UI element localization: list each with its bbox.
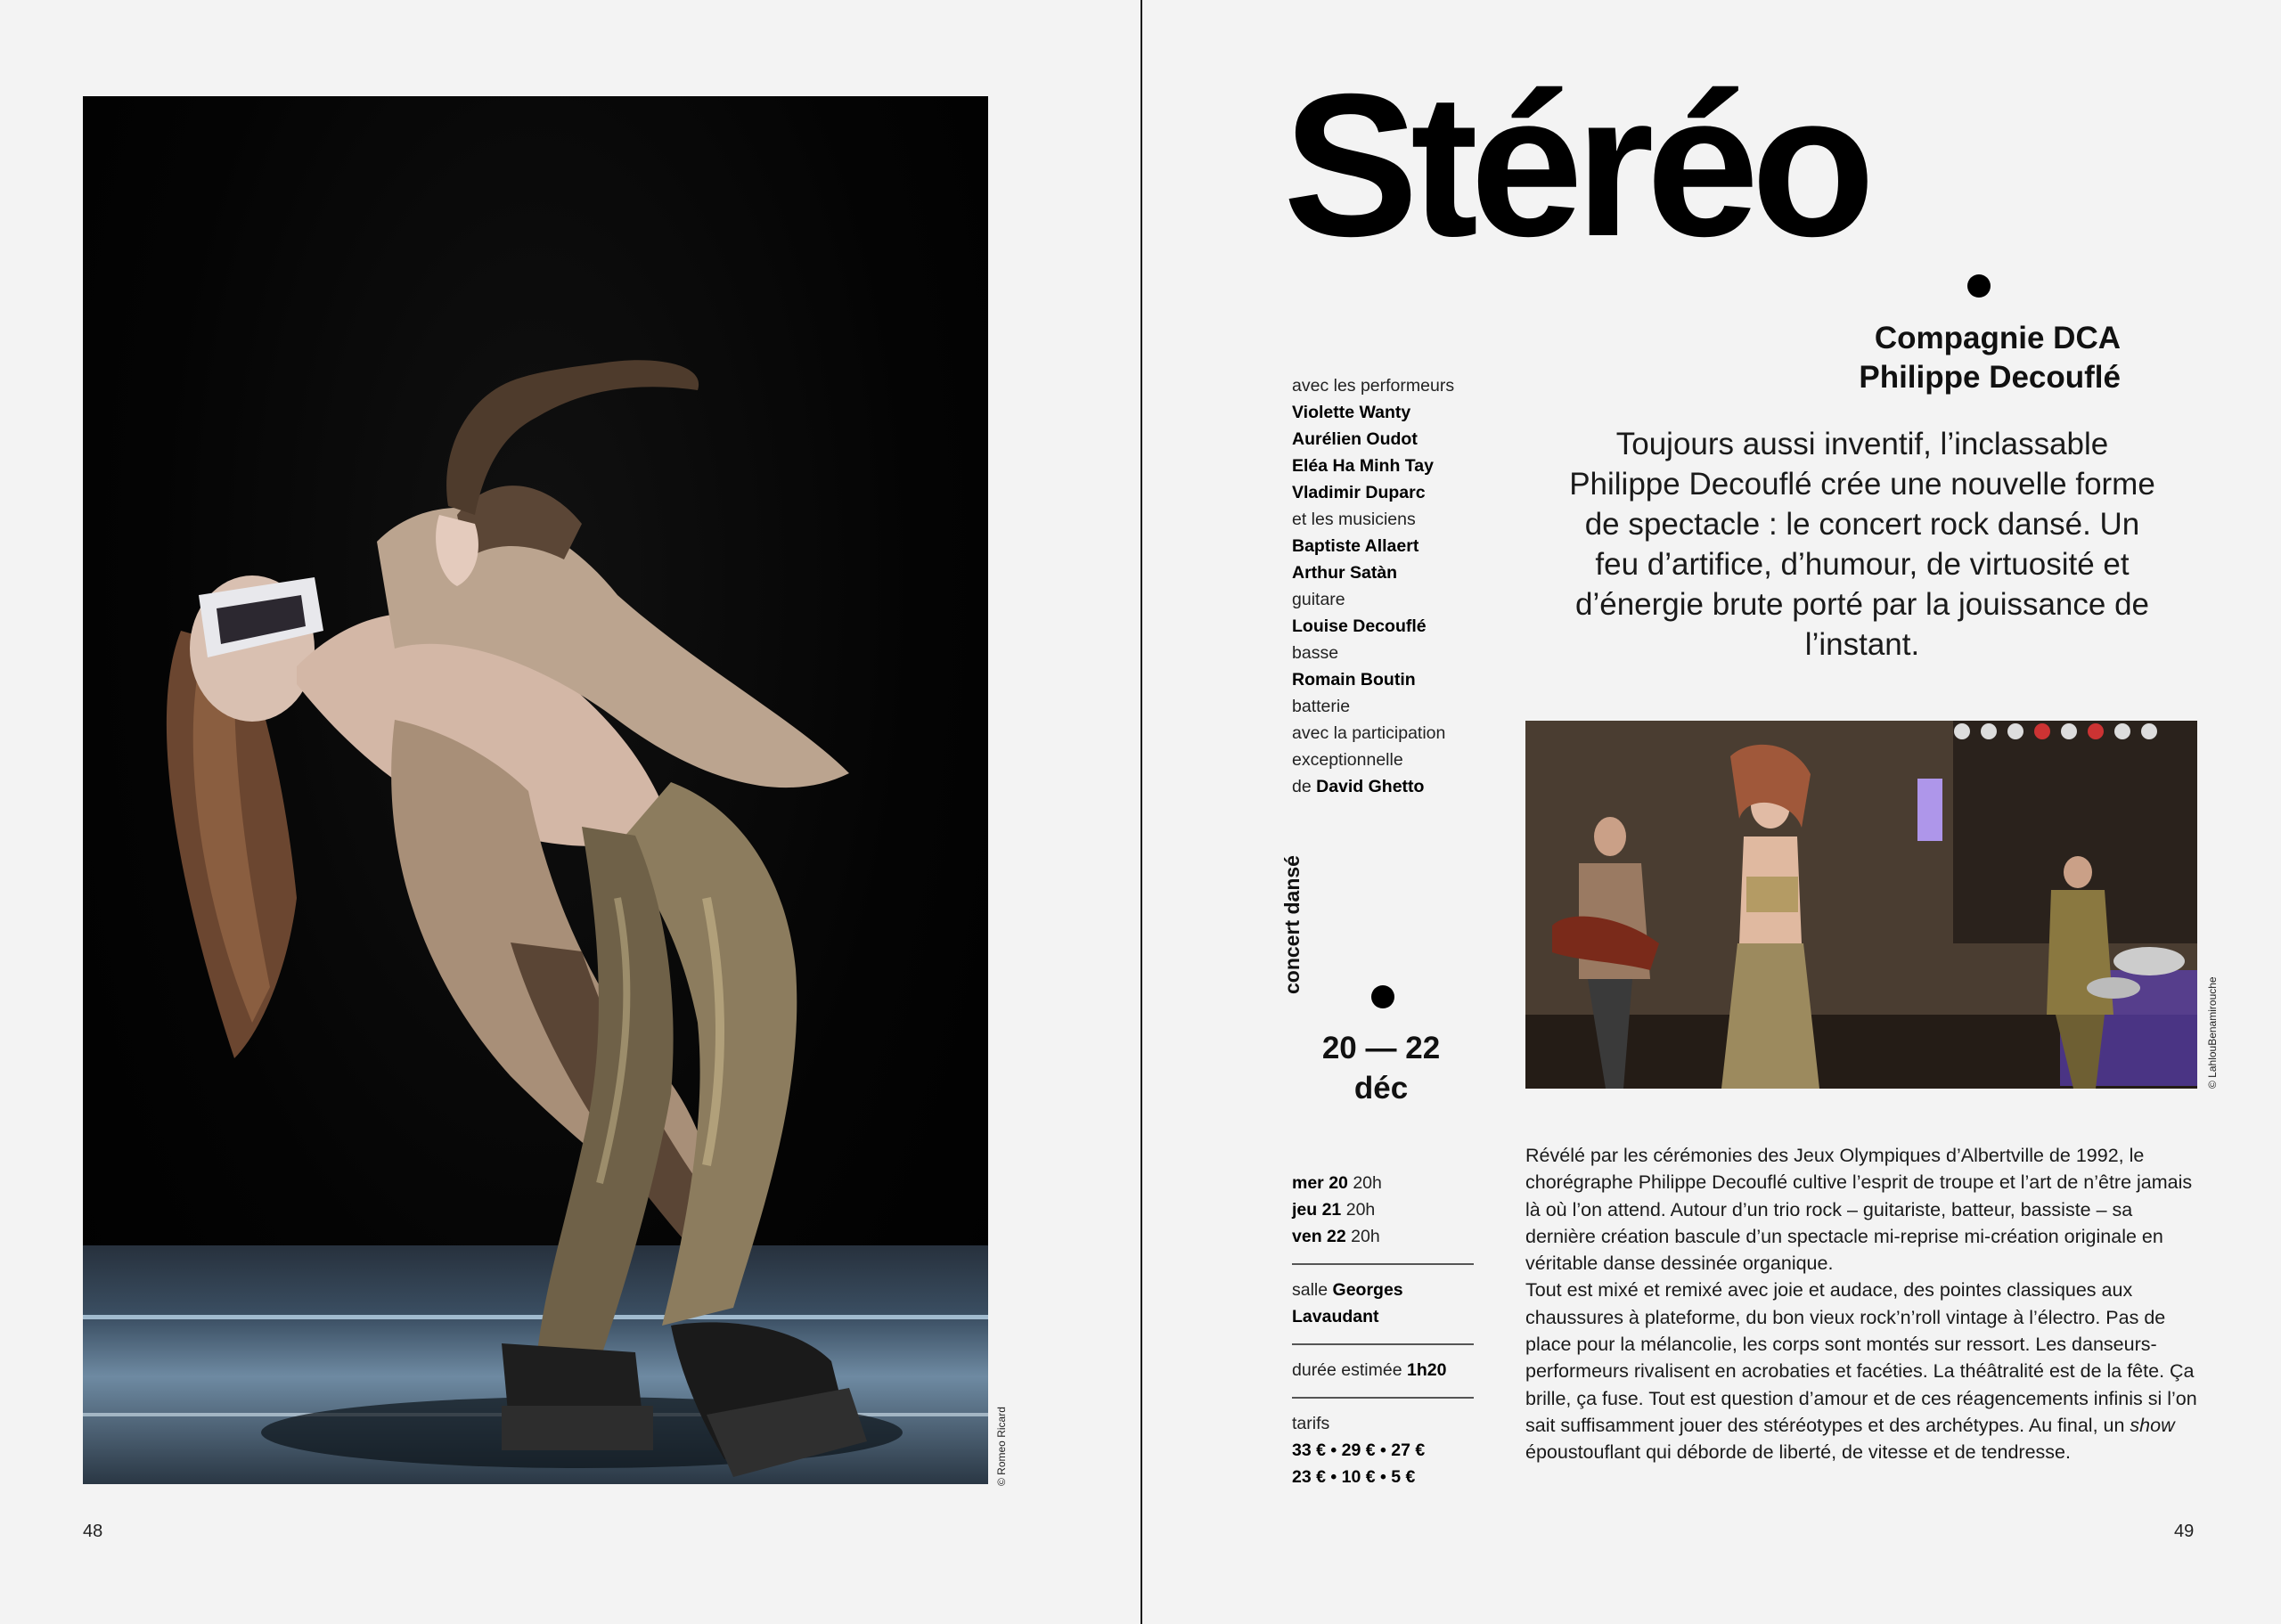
- page-title: Stéréo: [1283, 53, 1868, 279]
- credit-line: avec les performeurs: [1292, 376, 1455, 396]
- credit-line: Aurélien Oudot: [1292, 429, 1418, 449]
- schedule-list: [1292, 1170, 1474, 1250]
- body-paragraph: Tout est mixé et remixé avec joie et audace, des pointes classiques aux chaussures à plateforme, du bon vieux rock’n’roll vintage à l’électro. Pas de place pour la mélancolie, les corps sont montés sur ressort. Les danseurs-performeurs rivalisent en acrobaties et facéties. La théâtralité est de la fête. Ça brille, ça fuse. Tout est question d’amour et de ces réagencements infinis si l’on sait suffisamment jouer des stéréotypes et des archétypes. Au final, un show époustouflant qui déborde de liberté, de vitesse et de tendresse.: [1525, 1279, 2197, 1464]
- lead-paragraph: Toujours aussi inventif, l’inclassable Philippe Decouflé crée une nouvelle forme de spectacle : le concert rock dansé. Un feu d’artifice, d’humour, de virtuosité et d’énergie brute porté par la jouissance de l’instant.: [1569, 427, 2155, 662]
- company-line: Philippe Decouflé: [1859, 360, 2121, 395]
- credit-line: de David Ghetto: [1292, 777, 1425, 796]
- concert-scene: [1525, 721, 2197, 1089]
- bullet-dot: [1371, 985, 1394, 1008]
- page-number: 49: [2174, 1522, 2195, 1541]
- schedule-row: ven 22 20h: [1292, 1227, 1380, 1246]
- page-spine: [1140, 0, 1142, 1624]
- credit-line: batterie: [1292, 697, 1351, 716]
- schedule-row: jeu 21 20h: [1292, 1200, 1376, 1220]
- venue: salle Georges Lavaudant: [1292, 1280, 1403, 1326]
- date-range: [1310, 1028, 1452, 1108]
- credit-line: et les musiciens: [1292, 510, 1416, 529]
- divider: [1292, 1397, 1474, 1399]
- credit-line: Romain Boutin: [1292, 670, 1416, 690]
- body-paragraph: Révélé par les cérémonies des Jeux Olympiques d’Albertville de 1992, le chorégraphe Philippe Decouflé cultive l’esprit de troupe et l’art de n’être jamais là où l’on attend. Autour d’un trio rock – guitariste, batteur, bassiste – sa dernière création bascule d’un spectacle mi-reprise mi-création originale en véritable danse dessinée organique.: [1525, 1145, 2193, 1275]
- duration: durée estimée 1h20: [1292, 1360, 1447, 1380]
- genre-label: concert dansé: [1280, 855, 1304, 994]
- credit-line: Baptiste Allaert: [1292, 536, 1419, 556]
- credit-line: avec la participation: [1292, 723, 1446, 743]
- company-line: Compagnie DCA: [1874, 321, 2121, 355]
- bullet-dot: [1967, 274, 1991, 298]
- credit-line: basse: [1292, 643, 1339, 663]
- credit-line: Louise Decouflé: [1292, 616, 1427, 636]
- divider: [1292, 1343, 1474, 1345]
- company-name: [1782, 319, 2121, 397]
- credit-line: Vladimir Duparc: [1292, 483, 1426, 502]
- credit-line: Eléa Ha Minh Tay: [1292, 456, 1434, 476]
- prices: tarifs 33 € • 29 € • 27 € 23 € • 10 € • 5 €: [1292, 1414, 1426, 1487]
- credit-line: Arthur Satàn: [1292, 563, 1398, 583]
- date-range-line: 20 — 22: [1321, 1031, 1441, 1065]
- photo-credit: © LahlouBenamirouche: [2206, 976, 2219, 1089]
- credit-line: Violette Wanty: [1292, 403, 1411, 422]
- dancer-figure: [83, 96, 988, 1484]
- page-number: 48: [83, 1522, 103, 1541]
- concert-photo: [1525, 721, 2197, 1089]
- credits-list: [1292, 372, 1506, 800]
- divider: [1292, 1263, 1474, 1265]
- photo-credit: © Romeo Ricard: [995, 1407, 1008, 1486]
- schedule-row: mer 20 20h: [1292, 1173, 1382, 1193]
- body-text: [1525, 1142, 2197, 1466]
- credit-line: exceptionnelle: [1292, 750, 1403, 770]
- date-range-line: déc: [1353, 1071, 1409, 1106]
- credit-line: guitare: [1292, 590, 1345, 609]
- dancer-photo: [83, 96, 988, 1484]
